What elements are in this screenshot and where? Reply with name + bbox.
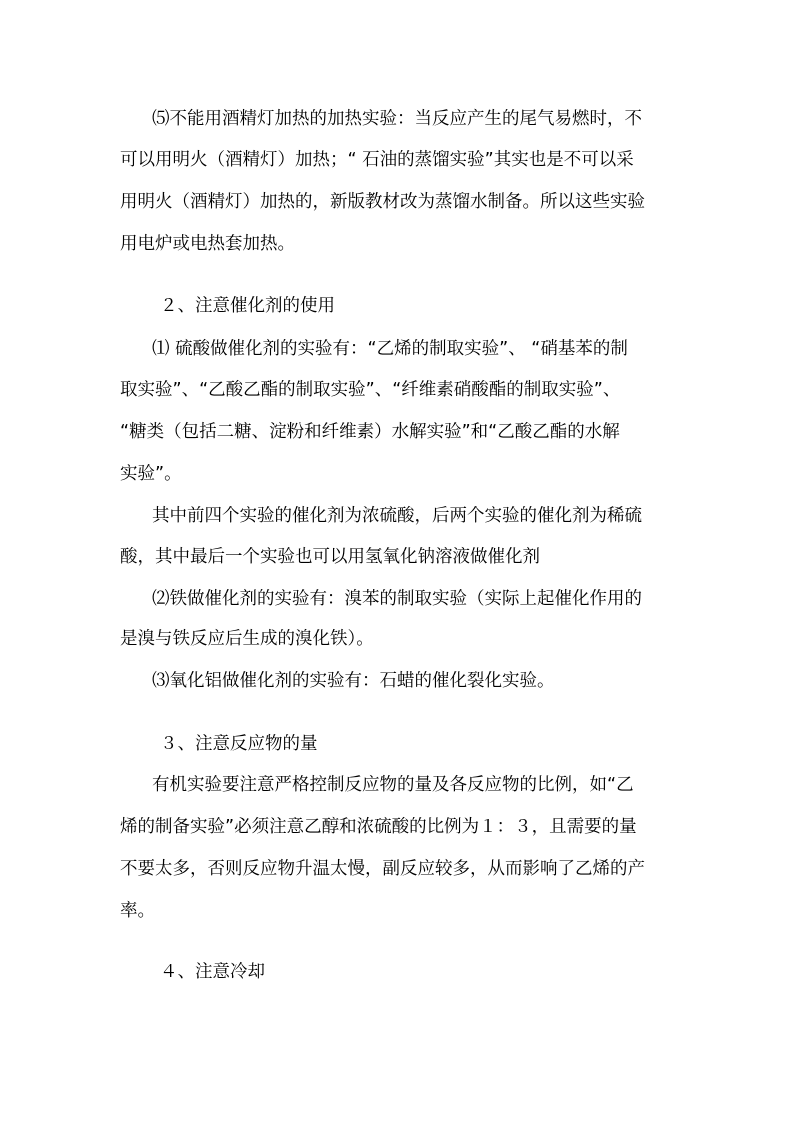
paragraph-1-line-3: 用明火（酒精灯）加热的，新版教材改为蒸馏水制备。所以这些实验: [120, 192, 645, 212]
section-heading-reactant-amount: ３、注意反应物的量: [160, 734, 318, 754]
paragraph-reactant-line-1: 有机实验要注意严格控制反应物的量及各反应物的比例，如“乙: [152, 775, 634, 795]
paragraph-alumina-line-1: ⑶氧化铝做催化剂的实验有：石蜡的催化裂化实验。: [152, 671, 555, 691]
section-heading-cooling: ４、注意冷却: [160, 962, 265, 982]
paragraph-1-line-4: 用电炉或电热套加热。: [120, 234, 295, 254]
paragraph-reactant-line-3: 不要太多，否则反应物升温太慢，副反应较多，从而影响了乙烯的产: [120, 859, 645, 879]
paragraph-catalyst-note-line-1: 其中前四个实验的催化剂为浓硫酸，后两个实验的催化剂为稀硫: [152, 506, 642, 526]
paragraph-1-line-1: ⑸不能用酒精灯加热的加热实验：当反应产生的尾气易燃时，不: [152, 109, 642, 129]
paragraph-sulfuric-line-2: 取实验”、“乙酸乙酯的制取实验”、“纤维素硝酸酯的制取实验”、: [120, 380, 621, 400]
paragraph-iron-line-1: ⑵铁做催化剂的实验有：溴苯的制取实验（实际上起催化作用的: [152, 589, 642, 609]
paragraph-sulfuric-line-4: 实验”。: [120, 464, 182, 484]
paragraph-sulfuric-line-1: ⑴ 硫酸做催化剂的实验有：“乙烯的制取实验”、 “硝基苯的制: [152, 339, 628, 359]
paragraph-iron-line-2: 是溴与铁反应后生成的溴化铁）。: [120, 629, 374, 649]
paragraph-reactant-line-2: 烯的制备实验”必须注意乙醇和浓硫酸的比例为１：３，且需要的量: [120, 817, 637, 837]
paragraph-catalyst-note-line-2: 酸，其中最后一个实验也可以用氢氧化钠溶液做催化剂: [120, 547, 540, 567]
section-heading-catalyst: ２、注意催化剂的使用: [160, 296, 335, 316]
paragraph-reactant-line-4: 率。: [120, 901, 155, 921]
paragraph-sulfuric-line-3: “糖类（包括二糖、淀粉和纤维素）水解实验”和“乙酸乙酯的水解: [120, 422, 620, 442]
paragraph-1-line-2: 可以用明火（酒精灯）加热；“ 石油的蒸馏实验”其实也是不可以采: [120, 150, 634, 170]
